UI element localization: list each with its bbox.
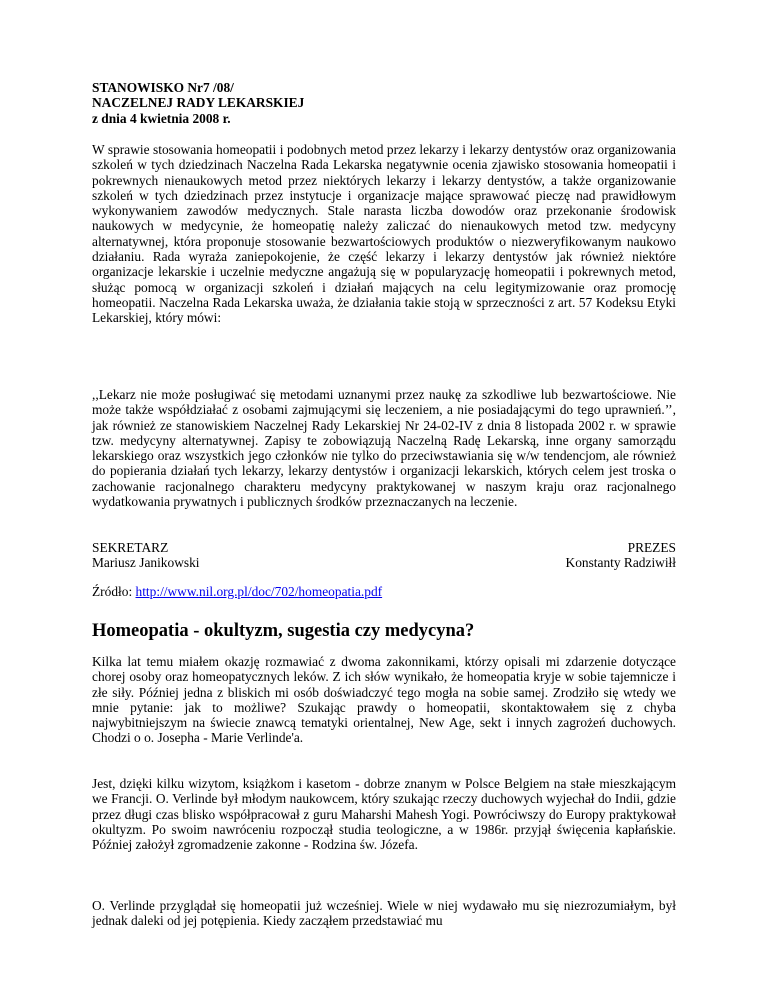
president-role: PREZES — [627, 540, 676, 555]
signature-secretary — [92, 540, 200, 571]
statement-date: z dnia 4 kwietnia 2008 r. — [92, 110, 231, 126]
statement-quote: ,,Lekarz nie może posługiwać się metodami uznanymi przez naukę za szkodliwe lub bezwartościowe. Nie może także współdziałać z osobami zajmującymi się leczeniem, a nie posiadającymi do tego uprawnień.’’, jak również ze stanowiskiem Naczelnej Rady Lekarskiej Nr 24-02-IV z dnia 8 listopada 2002 r. w sprawie tzw. medycyny alternatywnej. Zapisy te zobowiązują Naczelną Radę Lekarską, inne organy samorządu lekarskiego oraz wszystkich jego członków nie tylko do przeciwstawiania się w/w tendencjom, ale również do popierania działań tych lekarzy, lekarzy dentystów i organizacji lekarskich, których celem jest troska o zachowanie racjonalnego charakteru medycyny praktykowanej w naszym kraju oraz racjonalnego wydatkowania prywatnych i publicznych środków przeznaczanych na leczenie. — [92, 387, 676, 510]
president-name: Konstanty Radziwiłł — [565, 555, 676, 571]
statement-title-line-2: NACZELNEJ RADY LEKARSKIEJ — [92, 95, 305, 111]
signature-president — [566, 540, 676, 571]
source-line — [92, 584, 382, 599]
statement-title-line-1: STANOWISKO Nr7 /08/ — [92, 80, 234, 95]
article-paragraph: Jest, dzięki kilku wizytom, książkom i kasetom - dobrze znanym w Polsce Belgiem na stałe mieszkającym we Francji. O. Verlinde był młodym naukowcem, który szukając rzeczy duchowych wyjechał do Indii, gdzie przez długi czas blisko współpracował z guru Maharshi Mahesh Yogi. Powróciwszy do Europy praktykował okultyzm. Po swoim nawróceniu rozpoczął studia teologiczne, a w 1986r. przyjął święcenia kapłańskie. Później założył zgromadzenie zakonne - Rodzina św. Józefa. — [92, 776, 676, 853]
source-label: Źródło: — [92, 584, 136, 599]
secretary-role: SEKRETARZ — [92, 540, 169, 555]
source-link[interactable]: http://www.nil.org.pl/doc/702/homeopatia.pdf — [135, 584, 383, 599]
secretary-name: Mariusz Janikowski — [92, 555, 200, 571]
article-title: Homeopatia - okultyzm, sugestia czy medycyna? — [92, 621, 475, 641]
article-paragraph: O. Verlinde przyglądał się homeopatii już wcześniej. Wiele w niej wydawało mu się niezrozumiałym, był jednak daleki od jej potępienia. Kiedy zacząłem przedstawiać mu — [92, 898, 676, 929]
statement-heading — [92, 80, 682, 126]
statement-body: W sprawie stosowania homeopatii i podobnych metod przez lekarzy i lekarzy dentystów oraz organizowania szkoleń w tych dziedzinach Naczelna Rada Lekarska negatywnie ocenia zjawisko stosowania homeopatii i pokrewnych nienaukowych metod przez niektórych lekarzy i lekarzy dentystów, a także organizowanie szkoleń w tych dziedzinach przez instytucje i organizacje mające sprawować pieczę nad prawidłowym wykonywaniem zawodów medycznych. Stale narasta liczba dowodów oraz przekonanie środowisk naukowych w medycynie, że homeopatię należy zaliczać do nienaukowych metod tzw. medycyny alternatywnej, która proponuje stosowanie bezwartościowych produktów o niezweryfikowanym naukowo działaniu. Rada wyraża zaniepokojenie, że część lekarzy i lekarzy dentystów jak również niektóre organizacje lekarskie i uczelnie medyczne angażują się w popularyzację homeopatii i pokrewnych metod, służąc pomocą w organizacji szkoleń i działań mających na celu legitymizowanie oraz promocję homeopatii. Naczelna Rada Lekarska uważa, że działania takie stoją w sprzeczności z art. 57 Kodeksu Etyki Lekarskiej, który mówi: — [92, 142, 676, 326]
article-paragraph: Kilka lat temu miałem okazję rozmawiać z dwoma zakonnikami, którzy opisali mi zdarzenie dotyczące chorej osoby oraz homeopatycznych leków. Z ich słów wynikało, że homeopatia kryje w sobie tajemnicze i złe siły. Później jedna z bliskich mi osób doświadczyć tego mogła na sobie samej. Zrodziło się wtedy we mnie pytanie: jak to możliwe? Szukając prawdy o homeopatii, skontaktowałem się z chyba najwybitniejszym na świecie znawcą tematyki orientalnej, New Age, sekt i innych zagrożeń duchowych. Chodzi o o. Josepha - Marie Verlinde'a. — [92, 654, 676, 746]
